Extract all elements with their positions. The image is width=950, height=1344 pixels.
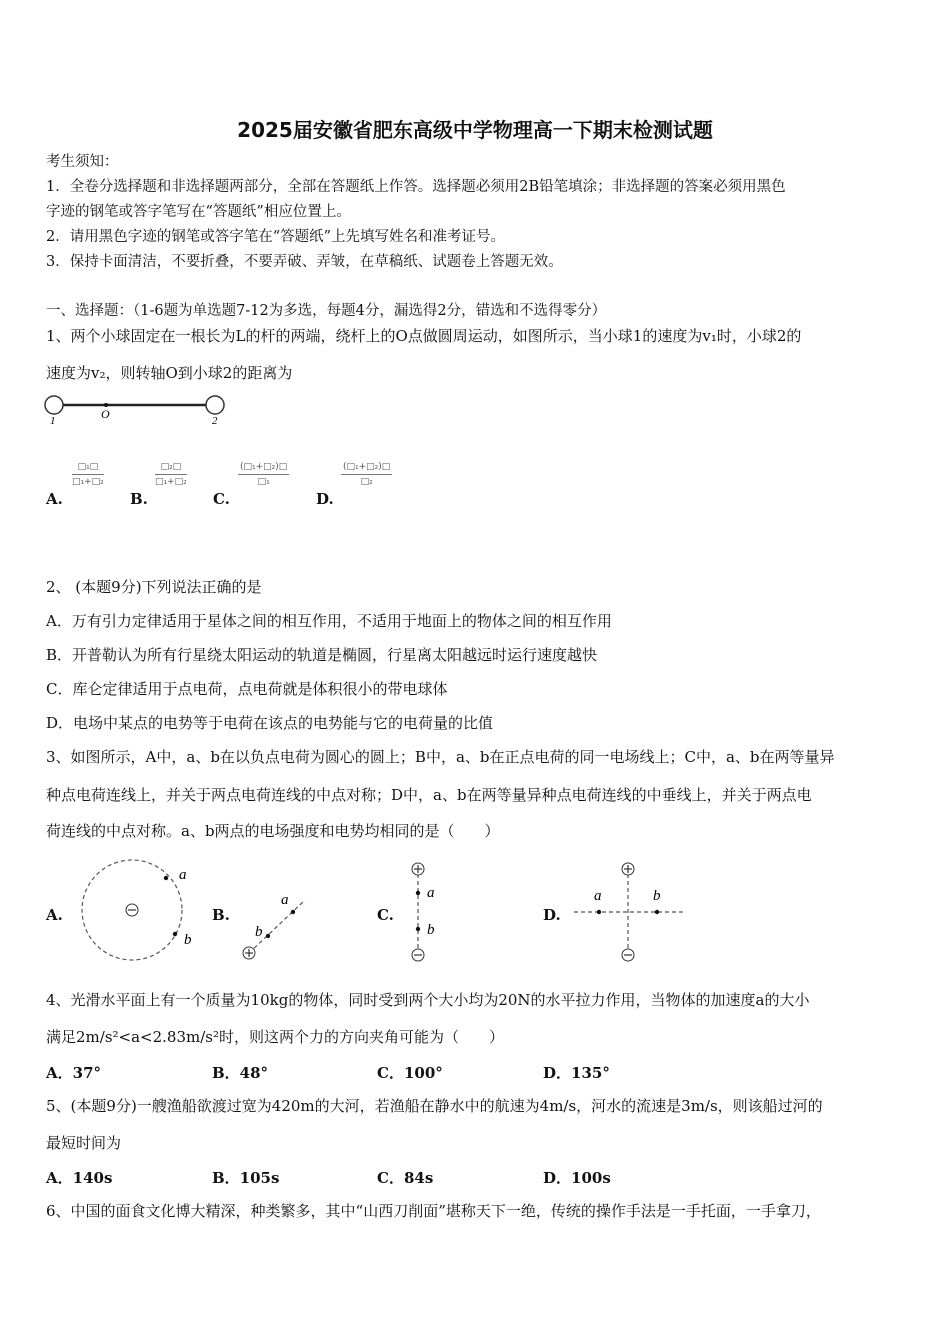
q5-option-c[interactable]: C．84s — [377, 1169, 434, 1187]
ball-2 — [206, 396, 224, 414]
q3-option-c[interactable]: C. — [377, 906, 394, 924]
question-3-stem-cont: 种点电荷连线上，并关于两点电荷连线的中点对称；D中，a、b在两等量异种点电荷连线的中垂线上，并关于两点电 — [46, 786, 812, 804]
q1-option-c[interactable]: C. — [213, 490, 230, 508]
q1-option-d[interactable]: D. — [316, 490, 334, 508]
page-title: 2025届安徽省肥东高级中学物理高一下期末检测试题 — [237, 118, 713, 142]
point-a-label: a — [594, 888, 602, 904]
q1-option-d-fraction: (□₁+□₂)□ □₂ — [343, 462, 391, 487]
point-a-label: a — [179, 867, 187, 883]
q3-option-d[interactable]: D. — [543, 906, 561, 924]
q5-option-d[interactable]: D．100s — [543, 1169, 611, 1187]
q3-figure-c — [405, 858, 455, 966]
ball-1 — [45, 396, 63, 414]
q2-option-c[interactable]: C．库仑定律适用于点电荷，点电荷就是体积很小的带电球体 — [46, 680, 448, 698]
q4-option-d[interactable]: D．135° — [543, 1064, 610, 1082]
question-1-figure — [40, 390, 240, 435]
question-6-stem: 6、中国的面食文化博大精深，种类繁多，其中“山西刀削面”堪称天下一绝，传统的操作手法是一手托面，一手拿刀， — [46, 1202, 821, 1220]
q5-option-a[interactable]: A．140s — [46, 1169, 113, 1187]
point-b-label: b — [255, 924, 263, 940]
notice-item: 2．请用黑色字迹的钢笔或答字笔在“答题纸”上先填写姓名和准考证号。 — [46, 229, 506, 245]
point-a-label: a — [281, 892, 289, 908]
notice-item: 字迹的钢笔或答字笔写在“答题纸”相应位置上。 — [46, 204, 351, 220]
q3-option-b[interactable]: B. — [212, 906, 230, 924]
point-b-label: b — [653, 888, 661, 904]
question-4-stem-cont: 满足2m/s²<a<2.83m/s²时，则这两个力的方向夹角可能为（ ） — [46, 1028, 505, 1046]
q4-option-b[interactable]: B．48° — [212, 1064, 269, 1082]
q4-option-a[interactable]: A．37° — [46, 1064, 102, 1082]
q3-figure-d — [570, 858, 690, 966]
question-3-stem-cont: 荷连线的中点对称。a、b两点的电场强度和电势均相同的是（ ） — [46, 822, 500, 840]
q1-option-a[interactable]: A. — [46, 490, 63, 508]
point-b-label: b — [427, 922, 435, 938]
q2-option-b[interactable]: B．开普勒认为所有行星绕太阳运动的轨道是椭圆，行星离太阳越远时运行速度越快 — [46, 646, 598, 664]
q3-option-a[interactable]: A. — [46, 906, 63, 924]
q1-option-c-fraction: (□₁+□₂)□ □₁ — [240, 462, 288, 487]
notice-item: 1．全卷分选择题和非选择题两部分，全部在答题纸上作答。选择题必须用2B铅笔填涂；非选择题的答案必须用黑色 — [46, 179, 786, 195]
question-2-stem: 2、 (本题9分)下列说法正确的是 — [46, 578, 262, 596]
question-1-stem-cont: 速度为v₂，则转轴O到小球2的距离为 — [46, 364, 293, 382]
q5-option-b[interactable]: B．105s — [212, 1169, 280, 1187]
notice-heading: 考生须知： — [46, 154, 119, 170]
label-o: O — [101, 407, 110, 421]
question-4-stem: 4、光滑水平面上有一个质量为10kg的物体，同时受到两个大小均为20N的水平拉力作用，当物体的加速度a的大小 — [46, 991, 810, 1009]
question-5-stem: 5、(本题9分)一艘渔船欲渡过宽为420m的大河，若渔船在静水中的航速为4m/s，河水的流速是3m/s，则该船过河的 — [46, 1097, 823, 1115]
q1-option-b[interactable]: B. — [130, 490, 148, 508]
label-2: 2 — [212, 415, 218, 427]
question-5-stem-cont: 最短时间为 — [46, 1134, 122, 1152]
section-heading: 一、选择题：（1-6题为单选题7-12为多选，每题4分，漏选得2分，错选和不选得零分） — [46, 303, 607, 319]
q1-option-a-fraction: □₁□ □₁+□₂ — [72, 462, 104, 487]
q4-option-c[interactable]: C．100° — [377, 1064, 443, 1082]
point-a-label: a — [427, 885, 435, 901]
point-b-label: b — [184, 932, 192, 948]
notice-item: 3．保持卡面清洁，不要折叠，不要弄破、弄皱，在草稿纸、试题卷上答题无效。 — [46, 254, 563, 270]
question-1-stem: 1、两个小球固定在一根长为L的杆的两端，绕杆上的O点做圆周运动，如图所示，当小球1的速度为v₁时，小球2的 — [46, 327, 802, 345]
q2-option-d[interactable]: D．电场中某点的电势等于电荷在该点的电势能与它的电荷量的比值 — [46, 714, 494, 732]
q3-figure-b — [235, 885, 325, 965]
label-1: 1 — [50, 415, 56, 427]
q2-option-a[interactable]: A．万有引力定律适用于星体之间的相互作用，不适用于地面上的物体之间的相互作用 — [46, 612, 612, 630]
question-3-stem: 3、如图所示，A中，a、b在以负点电荷为圆心的圆上；B中，a、b在正点电荷的同一电场线上；C中，a、b在两等量异 — [46, 748, 835, 766]
q1-option-b-fraction: □₂□ □₁+□₂ — [155, 462, 187, 487]
q3-figure-a — [72, 858, 202, 968]
